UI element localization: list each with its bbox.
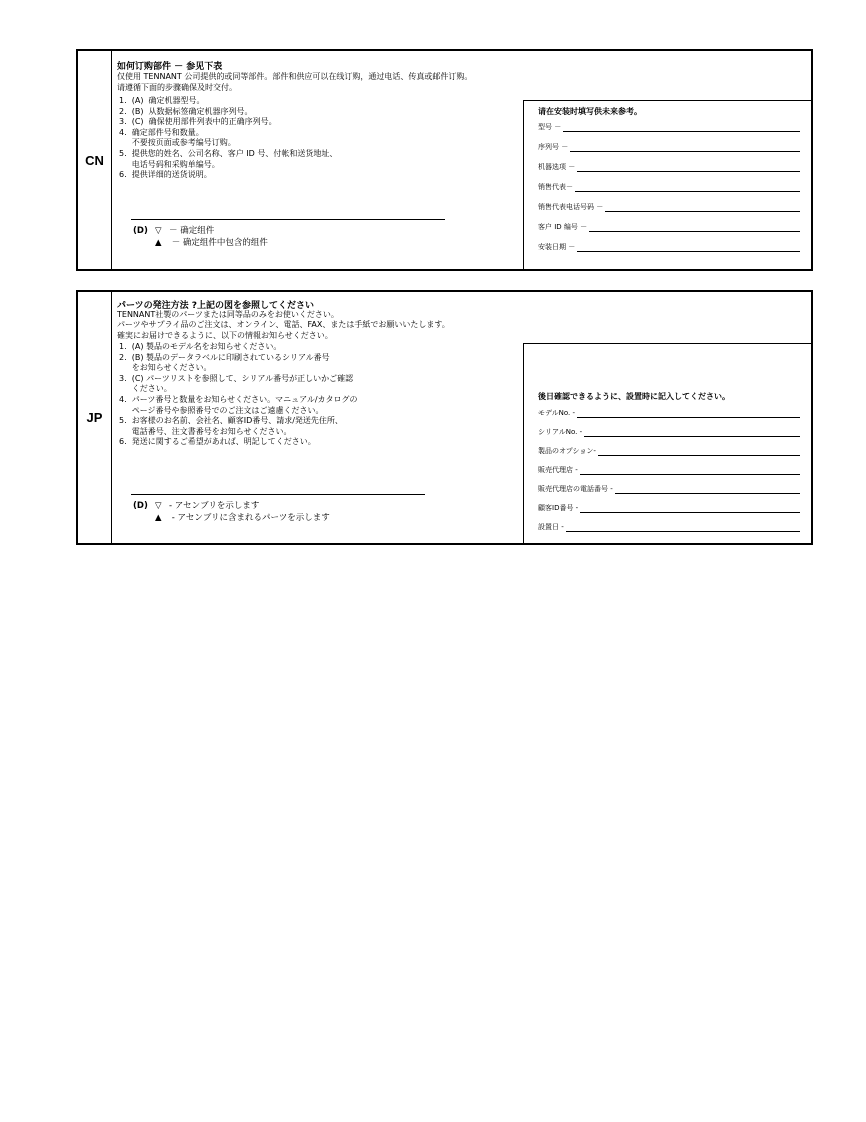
fill-line[interactable] <box>598 447 800 456</box>
open-triangle-icon: ▽ <box>155 501 162 511</box>
cn-field-model[interactable] <box>538 122 800 132</box>
field-label: 客户 ID 编号 － <box>538 223 588 231</box>
cn-step: 电话号码和采购单编号。 <box>119 159 220 169</box>
jp-step: ページ番号や参照番号でのご注文はご遠慮ください。 <box>119 405 324 415</box>
jp-content <box>111 292 811 543</box>
fill-line[interactable] <box>580 504 800 513</box>
jp-legend <box>133 500 330 524</box>
filled-triangle-icon: ▲ <box>155 238 162 248</box>
jp-record-box <box>523 343 811 543</box>
jp-field-install-date[interactable] <box>538 522 800 532</box>
jp-step: 電話番号、注文書番号をお知らせください。 <box>119 426 292 436</box>
jp-field-customer-id[interactable] <box>538 503 800 513</box>
jp-step: 1. (A) 製品のモデル名をお知らせください。 <box>119 342 282 351</box>
jp-step: 3. (C) パーツリストを参照して、シリアル番号が正しいかご確認 <box>119 373 354 383</box>
cn-field-options[interactable] <box>538 162 800 172</box>
jp-step: 4. パーツ番号と数量をお知らせください。マニュアル/カタログの <box>119 394 358 404</box>
fill-line[interactable] <box>580 466 800 475</box>
jp-field-serial[interactable] <box>538 427 800 437</box>
fill-line[interactable] <box>605 203 800 212</box>
field-label: 机器选项 － <box>538 163 576 171</box>
cn-field-sales-rep[interactable] <box>538 182 800 192</box>
cn-title: 如何订购部件 － 参见下表 <box>117 62 223 72</box>
language-label-cn: CN <box>78 51 112 269</box>
cn-step: 1. (A) 确定机器型号。 <box>119 96 205 105</box>
field-label: 序列号 － <box>538 143 569 151</box>
fill-line[interactable] <box>577 243 800 252</box>
cn-field-serial[interactable] <box>538 142 800 152</box>
fill-line[interactable] <box>575 183 800 192</box>
field-label: 型号 － <box>538 123 562 131</box>
cn-step: 2. (B) 从数据标签确定机器序列号。 <box>119 106 253 116</box>
fill-line[interactable] <box>577 163 800 172</box>
cn-step: 不要按页面或参考编号订购。 <box>119 138 236 148</box>
field-label: モデルNo. - <box>538 409 576 417</box>
jp-step: 6. 発送に関するご希望があれば、明記してください。 <box>119 437 316 447</box>
fill-line[interactable] <box>584 428 800 437</box>
jp-steps-list <box>119 342 358 448</box>
legend-text-assembly: - アセンブリを示します <box>169 501 260 511</box>
fill-line[interactable] <box>615 485 800 494</box>
jp-field-dealer[interactable] <box>538 465 800 475</box>
jp-intro-line-1: TENNANT社製のパーツまたは同等品のみをお使いください。 <box>117 310 339 319</box>
legend-text-parts: － 确定组件中包含的组件 <box>171 238 268 248</box>
field-label: 設置日 - <box>538 523 564 531</box>
cn-step: 4. 确定部件号和数量。 <box>119 127 204 137</box>
cn-content <box>111 51 811 269</box>
filled-triangle-icon: ▲ <box>155 513 162 523</box>
fill-line[interactable] <box>563 123 800 132</box>
fill-line[interactable] <box>566 523 800 532</box>
field-label: 製品のオプション- <box>538 447 596 455</box>
cn-step: 3. (C) 确保使用部件列表中的正确序列号。 <box>119 117 277 127</box>
cn-intro-line-1: 仅使用 TENNANT 公司提供的或同等部件。部件和供应可以在线订购，通过电话、传真或邮件订购。 <box>117 72 473 81</box>
fill-line[interactable] <box>589 223 800 232</box>
cn-intro-line-2: 请遵循下面的步骤确保及时交付。 <box>117 83 237 92</box>
legend-label: (D) <box>133 501 148 511</box>
field-label: 販売代理店 - <box>538 466 578 474</box>
field-label: 販売代理店の電話番号 - <box>538 485 613 493</box>
cn-field-install-date[interactable] <box>538 242 800 252</box>
field-label: シリアルNo. - <box>538 428 583 436</box>
jp-field-model[interactable] <box>538 408 800 418</box>
field-label: 顧客ID番号 - <box>538 504 579 512</box>
jp-step: 5. お客様のお名前、会社名、顧客ID番号、請求/発送先住所、 <box>119 416 343 426</box>
cn-legend <box>133 225 268 249</box>
language-label-jp: JP <box>78 292 112 543</box>
cn-record-title: 请在安装时填写供未来参考。 <box>538 107 642 116</box>
open-triangle-icon: ▽ <box>155 226 162 236</box>
cn-divider <box>131 219 445 220</box>
cn-field-sales-rep-phone[interactable] <box>538 202 800 212</box>
cn-record-box <box>523 100 811 269</box>
jp-record-title: 後日確認できるように、設置時に記入してください。 <box>538 392 730 401</box>
jp-field-dealer-phone[interactable] <box>538 484 800 494</box>
jp-intro-line-2: パーツやサプライ品のご注文は、オンライン、電話、FAX、または手紙でお願いいたします。 <box>117 320 450 329</box>
jp-field-options[interactable] <box>538 446 800 456</box>
field-label: 销售代表电话号码 － <box>538 203 604 211</box>
legend-text-parts: - アセンブリに含まれるパーツを示します <box>171 513 330 523</box>
field-label: 销售代表－ <box>538 183 573 191</box>
cn-steps-list <box>119 96 337 181</box>
jp-step: 2. (B) 製品のデータラベルに印刷されているシリアル番号 <box>119 352 330 362</box>
jp-title: パーツの発注方法 ?上記の図を参照してください <box>117 301 314 311</box>
field-label: 安装日期 － <box>538 243 576 251</box>
cn-step: 5. 提供您的姓名、公司名称、客户 ID 号、付帐和送货地址、 <box>119 148 338 158</box>
fill-line[interactable] <box>577 409 800 418</box>
jp-step: をお知らせください。 <box>119 363 212 373</box>
fill-line[interactable] <box>570 143 800 152</box>
legend-text-assembly: － 确定组件 <box>169 226 215 236</box>
jp-intro-line-3: 確実にお届けできるように、以下の情報お知らせください。 <box>117 331 333 340</box>
legend-label: (D) <box>133 226 148 236</box>
jp-divider <box>131 494 425 495</box>
cn-field-customer-id[interactable] <box>538 222 800 232</box>
jp-ordering-panel <box>76 290 813 545</box>
jp-step: ください。 <box>119 384 172 394</box>
cn-ordering-panel <box>76 49 813 271</box>
cn-step: 6. 提供详细的送货说明。 <box>119 170 212 180</box>
